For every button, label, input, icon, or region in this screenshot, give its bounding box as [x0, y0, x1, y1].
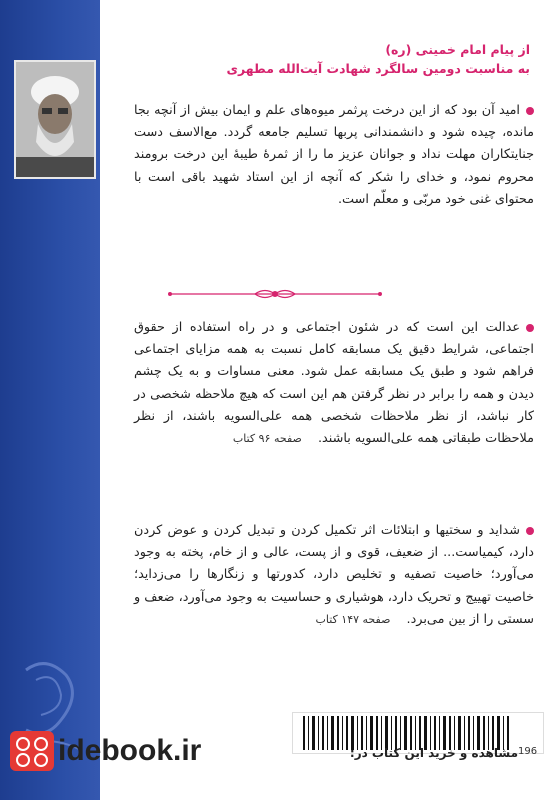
quote-paragraph-2: عدالت این است که در شئون اجتماعی و در راه استفاده از حقوق اجتماعی، شرایط دقیق یک مسابقه کامل نسبت به همه مزایای اجتماعی فراهم شود و طبق یک مسابقه عمل شود. معنی مساوات و به یک چشم دیدن و همه را برابر در نظر گرفتن هم این است که هیچ ملاحظه شخصی در کار نباشد، از نظر ملاحظات شخصی همه علی‌السویه باشند، از نظر ملاحظات طبقاتی همه علی‌السویه باشند. صفحه ۹۶ کتاب — [134, 320, 534, 447]
page-reference: صفحه ۱۴۷ کتاب — [315, 612, 391, 626]
bullet-icon — [526, 324, 534, 332]
bullet-icon — [526, 107, 534, 115]
author-portrait — [14, 60, 96, 179]
barcode-number: 196 — [518, 746, 538, 757]
quote-header — [130, 40, 530, 78]
purchase-prompt-text: مشاهده و خرید این کتاب در: — [349, 746, 518, 760]
quote-paragraph-3: شداید و سختیها و ابتلائات اثر تکمیل کردن و تبدیل کردن و عوض کردن دارد، کیمیاست... از ضعیف، قوی و از پست، عالی و از خام، پخته به وجود می‌آورد؛ خاصیت تصفیه و تخلیص دارد، کدورتها و زنگارها را می‌زداید؛ خاصیت تهییج و تحریک دارد، هوشیاری و حساسیت به وجود می‌آورد، ضعف و سستی را از بین می‌برد. صفحه ۱۴۷ کتاب — [134, 523, 534, 627]
header-line-2: به مناسبت دومین سالگرد شهادت آیت‌الله مطهری — [226, 61, 530, 76]
back-cover-text-area — [112, 0, 542, 800]
page-reference: صفحه ۹۶ کتاب — [232, 432, 302, 446]
header-line-1: از پیام امام خمینی (ره) — [385, 42, 530, 57]
idebook-badge-icon — [10, 731, 54, 771]
idebook-logo[interactable] — [0, 726, 210, 776]
bullet-icon — [526, 527, 534, 535]
ornamental-divider-icon — [150, 287, 400, 301]
idebook-brand-text: idebook.ir — [58, 734, 202, 767]
quote-paragraph-1: امید آن بود که از این درخت پرثمر میوه‌های علم و ایمان بیش از آنچه بجا مانده، چیده شود و دانشمندانی پربها تسلیم جامعه گردد. مع‌الاسف دست جنایتکاران مهلت نداد و جوانان عزیز ما را از ثمرۀ طیبۀ این درخت برومند محروم نمود، و خدای را شکر که آنچه از این استاد شهید باقی است با محتوای غنی خود مربّی و معلّم است. — [134, 103, 534, 207]
